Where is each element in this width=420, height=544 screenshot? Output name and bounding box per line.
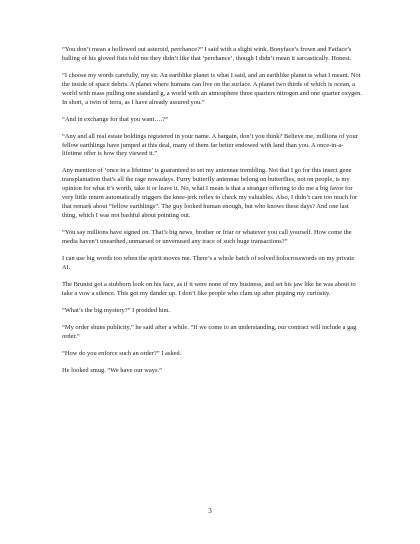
page-number: 3 [208, 507, 212, 515]
paragraph: He looked smug. “We have our ways.” [62, 366, 162, 374]
paragraph: “You don’t mean a hollowed out asteroid, perchance?” I said with a slight wink. Bonyface’s frown and Fatface’s balling of his gloved fists told me they didn’t like that ‘perchance’, though I didn’t mean it sarcastically. Honest. [62, 46, 352, 62]
paragraph: “Any and all real estate holdings registered in your name. A bargain, don’t you think? Believe me, millions of your fellow earthlings have jumped at this deal, many of them far better endowed with land than you. A once-in-a-lifetime offer is how they viewed it.” [62, 132, 358, 158]
paragraph: “What’s the big mystery?” I prodded him. [62, 306, 171, 314]
paragraph: Any mention of ‘once in a lifetime’ is guaranteed to set my antennae trembling. Not that I go for this insect gene transplantation that’s all the rage nowadays. Furry butterfly antennae belong on butterflies, not on people, is my opinion for what it’s worth, take it or leave it. No, what I mean is that a stranger offering to do me a big favor for very little return automatically triggers the knee-jerk reflex to check my valuables. Also, I didn’t care too much for that remark about “fellow earthlings”. The guy looked human enough, but who knows these days? And one last thing, which I was not bashful about pointing out. [62, 167, 358, 219]
paragraph: I can use big words too when the spirit moves me. There’s a whole batch of solved holocrosswords on my private AI. [62, 254, 355, 271]
page-body [62, 46, 362, 384]
paragraph: “And in exchange for that you want….?” [62, 115, 169, 123]
paragraph: “You say millions have signed on. That’s big news, brother or friar or whatever you call yourself. How come the media haven’t unearthed, unmarsed or unvenused any trace of such huge transactions?” [62, 228, 352, 245]
paragraph: “My order shuns publicity,” he said after a while. “If we come to an understanding, our contract will include a gag order.” [62, 323, 357, 340]
paragraph: The Brunist got a stubborn look on his face, as if it were none of my business, and set his jaw like he was about to take a vow a silence. This got my dander up. I don’t like people who clam up after piquing my curiosity. [62, 280, 356, 297]
paragraph: “How do you enforce such an order?” I asked. [62, 349, 182, 357]
paragraph: “I choose my words carefully, my sir. An earthlike planet is what I said, and an earthlike planet is what I meant. Not the inside of space debris. A planet where humans can live on the surface. A planet two thirds of which is ocean, a world with mass pulling one standard g, a world with an atmosphere three quarters nitrogen and one quarter oxygen. In short, a twin of terra, as I have already assured you.” [62, 71, 362, 106]
